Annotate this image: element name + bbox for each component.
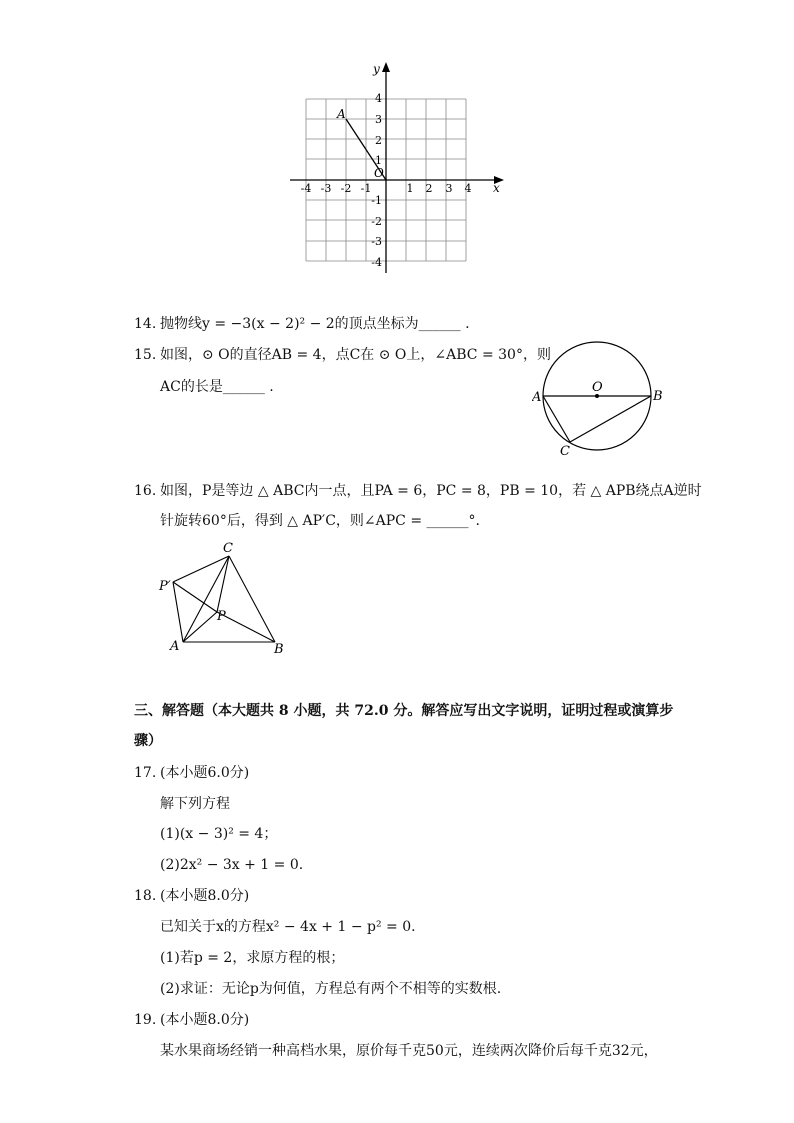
x-tick-label: 2 — [425, 182, 433, 195]
y-tick-label: 4 — [375, 92, 382, 105]
label-O: O — [592, 380, 603, 395]
segment-P-prime-C — [173, 556, 229, 582]
y-tick-label: 1 — [375, 154, 382, 167]
question-14-text: 抛物线y = −3(x − 2)² − 2的顶点坐标为______ . — [160, 316, 470, 332]
x-tick-label: 3 — [445, 182, 453, 195]
question-16-number: 16. — [134, 483, 157, 499]
x-tick-label: -4 — [300, 182, 312, 195]
segment-PA — [183, 612, 217, 642]
label-P-prime: P′ — [159, 579, 171, 594]
label-C: C — [223, 541, 233, 556]
coordinate-grid-figure — [280, 55, 510, 280]
segment-AC — [183, 556, 229, 642]
question-19-score: (本小题8.0分) — [160, 1012, 250, 1028]
question-14-number: 14. — [134, 316, 157, 332]
label-P: P — [217, 609, 226, 624]
x-tick-label: 4 — [464, 182, 472, 195]
question-16-line2: 针旋转60°后，得到 △ AP′C，则∠APC = ______°. — [160, 513, 480, 529]
question-18-stem: 已知关于x的方程x² − 4x + 1 − p² = 0. — [160, 919, 416, 935]
question-18-number: 18. — [134, 888, 157, 904]
y-tick-label: -3 — [371, 235, 382, 248]
y-axis-arrow — [382, 62, 390, 72]
question-15-number: 15. — [134, 347, 157, 363]
question-17-part2: (2)2x² − 3x + 1 = 0. — [160, 857, 304, 873]
label-A: A — [170, 639, 180, 654]
question-19-stem: 某水果商场经销一种高档水果，原价每千克50元，连续两次降价后每千克32元， — [160, 1043, 658, 1059]
y-tick-label: 3 — [375, 113, 382, 126]
segment-AP-prime — [173, 582, 183, 642]
x-tick-label: 1 — [406, 182, 414, 195]
y-tick-label: -1 — [371, 194, 382, 207]
y-tick-label: 2 — [375, 134, 382, 147]
question-18-part2: (2)求证：无论p为何值，方程总有两个不相等的实数根. — [160, 981, 502, 997]
x-tick-label: -3 — [320, 182, 332, 195]
question-18-part1: (1)若p = 2，求原方程的根； — [160, 950, 345, 966]
triangle-figure — [155, 538, 295, 658]
question-17-part1: (1)(x − 3)² = 4； — [160, 826, 278, 842]
x-tick-label: -1 — [360, 182, 372, 195]
question-15-line1: 如图，⊙ O的直径AB = 4，点C在 ⊙ O上，∠ABC = 30°，则 — [160, 347, 551, 363]
question-16-line1: 如图，P是等边 △ ABC内一点，且PA = 6，PC = 8，PB = 10，若 △ APB绕点A逆时 — [160, 483, 702, 499]
label-B: B — [653, 389, 663, 404]
section-3-title-line2: 骤） — [134, 733, 162, 749]
label-C: C — [560, 444, 570, 458]
question-17-stem: 解下列方程 — [160, 796, 230, 812]
question-19-number: 19. — [134, 1012, 157, 1028]
circle-figure — [532, 336, 667, 458]
question-17-score: (本小题6.0分) — [160, 765, 250, 781]
segment-PC — [217, 556, 229, 612]
y-tick-label: -2 — [371, 215, 382, 228]
origin-label: O — [374, 166, 384, 180]
segment-BC — [229, 556, 275, 642]
question-18-score: (本小题8.0分) — [160, 888, 250, 904]
x-tick-label: -2 — [340, 182, 352, 195]
point-A-label: A — [337, 107, 346, 121]
section-3-title-line1: 三、解答题（本大题共 8 小题，共 72.0 分。解答应写出文字说明，证明过程或演算步 — [134, 703, 674, 719]
question-17-number: 17. — [134, 765, 157, 781]
segment-P-prime-P — [173, 582, 217, 612]
y-tick-label: -4 — [371, 256, 382, 269]
question-15-line2: AC的长是______ . — [160, 379, 274, 395]
chord-BC — [570, 396, 651, 442]
chord-AC — [543, 396, 570, 442]
label-A: A — [532, 390, 542, 405]
y-axis-label: y — [373, 62, 380, 76]
x-axis-label: x — [493, 181, 500, 195]
label-B: B — [274, 642, 284, 657]
